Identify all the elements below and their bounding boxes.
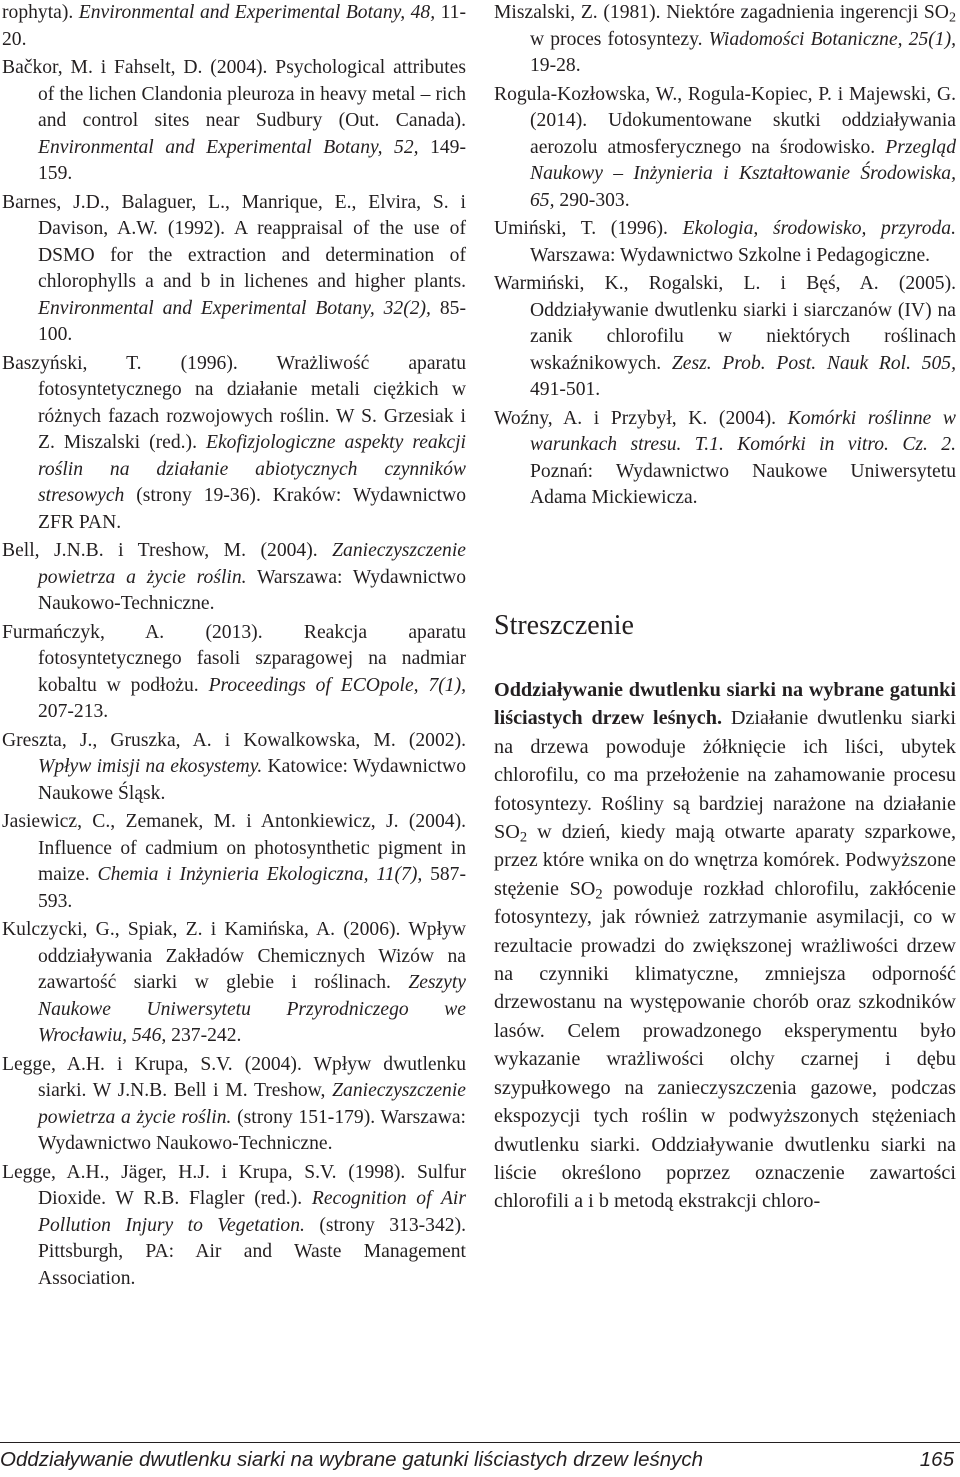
reference-entry: rophyta). Environmental and Experimental Botany, 48, 11-20. [2,2,466,50]
reference-entry: Umiński, T. (1996). Ekologia, środowisko, przyroda. Warszawa: Wydawnictwo Szkolne i Pedagogiczne. [494,218,956,266]
reference-entry: Miszalski, Z. (1981). Niektóre zagadnienia ingerencji $SO_2$ w proces fotosyntezy. Wiadomości Botaniczne, 25(1), 19-28. [494,2,956,76]
abstract-paragraph: Oddziaływanie dwutlenku siarki na wybrane gatunki liściastych drzew leśnych. Działanie dwutlenku siarki na drzewa powoduje żółknięcie ich liści, ubytek chlorofilu, co ma przełożenie na zahamowanie procesu fotosyntezy. Rośliny są bardziej narażone na działanie $SO_2$ w dzień, kiedy mają otwarte aparaty szparkowe, przez które wnika on do wnętrza komórek. Podwyższone stężenie $SO_2$ powoduje rozkład chlorofilu, zakłócenie fotosyntezy, jak również zatrzymanie asymilacji, co w rezultacie prowadzi do zwiększonej wrażliwości drzew na czynniki klimatyczne, zmniejsza odporność drzewostanu na występowanie chorób oraz szkodników lasów. Celem prowadzonego eksperymentu było wykazanie wrażliwości olchy czarnej i dębu szypułkowego na zanieczyszczenia gazowe, podczas ekspozycji tych roślin w podwyższonych stężeniach dwutlenku siarki. Oddziaływanie dwutlenku siarki na liście określono poprzez oznaczenie zawartości chlorofili a i b metodą ekstrakcji chloro- [494,679,957,1213]
reference-entry: Legge, A.H. i Krupa, S.V. (2004). Wpływ dwutlenku siarki. W J.N.B. Bell i M. Treshow, Zanieczyszczenie powietrza a życie roślin. (strony 151-179). Warszawa: Wydawnictwo Naukowo-Techniczne. [2,1053,466,1154]
references-right-column [494,0,956,512]
reference-entry: Baszyński, T. (1996). Wrażliwość aparatu fotosyntetycznego na działanie metali ciężkich w różnych fazach rozwojowych roślin. W S. Grzesiak i Z. Miszalski (red.). Ekofizjologiczne aspekty reakcji roślin na działanie abiotycznych czynników stresowych (strony 19-36). Kraków: Wydawnictwo ZFR PAN. [2,352,467,533]
reference-entry: Warmiński, K., Rogalski, L. i Bęś, A. (2005). Oddziaływanie dwutlenku siarki i siarczanów (IV) na zanik chlorofilu w niektórych roślinach wskaźnikowych. Zesz. Prob. Post. Nauk Rol. 505, 491-501. [494,273,956,400]
abstract-title: Oddziaływanie dwutlenku siarki na wybrane gatunki liściastych drzew leśnych. [494,679,956,730]
running-footer-title: Oddziaływanie dwutlenku siarki na wybrane gatunki liściastych drzew leśnych [0,1448,704,1471]
reference-entry: Bell, J.N.B. i Treshow, M. (2004). Zanieczyszczenie powietrza a życie roślin. Warszawa: Wydawnictwo Naukowo-Techniczne. [2,540,466,614]
page-number: 165 [919,1448,954,1471]
reference-entry: Furmańczyk, A. (2013). Reakcja aparatu fotosyntetycznego fasoli szparagowej na nadmiar kobaltu w podłożu. Proceedings of ECOpole, 7(1), 207-213. [2,621,466,722]
reference-entry: Woźny, A. i Przybył, K. (2004). Komórki roślinne w warunkach stresu. T.1. Komórki in vitro. Cz. 2. Poznań: Wydawnictwo Naukowe Uniwersytetu Adama Mickiewicza. [494,407,956,508]
reference-entry: Bačkor, M. i Fahselt, D. (2004). Psychological attributes of the lichen Clandonia pleuroza in heavy metal – rich and control sites near Sudbury (Out. Canada). Environmental and Experimental Botany, 52, 149-159. [2,57,466,184]
section-heading: Streszczenie [494,610,634,641]
reference-entry: Greszta, J., Gruszka, A. i Kowalkowska, M. (2002). Wpływ imisji na ekosystemy. Katowice: Wydawnictwo Naukowe Śląsk. [2,729,467,804]
reference-entry: Kulczycki, G., Spiak, Z. i Kamińska, A. (2006). Wpływ oddziaływania Zakładów Chemicznych Wizów na zawartość siarki w glebie i roślinach. Zeszyty Naukowe Uniwersytetu Przyrodniczego we Wrocławiu, 546, 237-242. [2,919,466,1046]
reference-entry: Barnes, J.D., Balaguer, L., Manrique, E., Elvira, S. i Davison, A.W. (1992). A reappraisal of the use of DSMO for the extraction and determination of chlorophylls a and b in lichenes and higher plants. Environmental and Experimental Botany, 32(2), 85-100. [2,191,466,345]
reference-entry: Legge, A.H., Jäger, H.J. i Krupa, S.V. (1998). Sulfur Dioxide. W R.B. Flagler (red.). Recognition of Air Pollution Injury to Vegetation. (strony 313-342). Pittsburgh, PA: Air and Waste Management Association. [2,1161,466,1289]
references-left-column [2,0,466,1292]
reference-entry: Rogula-Kozłowska, W., Rogula-Kopiec, P. i Majewski, G. (2014). Udokumentowane skutki oddziaływania aerozolu atmosferycznego na środowisko. Przegląd Naukowy – Inżynieria i Kształtowanie Środowiska, 65, 290-303. [494,83,956,211]
reference-entry: Jasiewicz, C., Zemanek, M. i Antonkiewicz, J. (2004). Influence of cadmium on photosynthetic pigment in maize. Chemia i Inżynieria Ekologiczna, 11(7), 587-593. [2,811,466,912]
footer-rule [0,1442,960,1443]
